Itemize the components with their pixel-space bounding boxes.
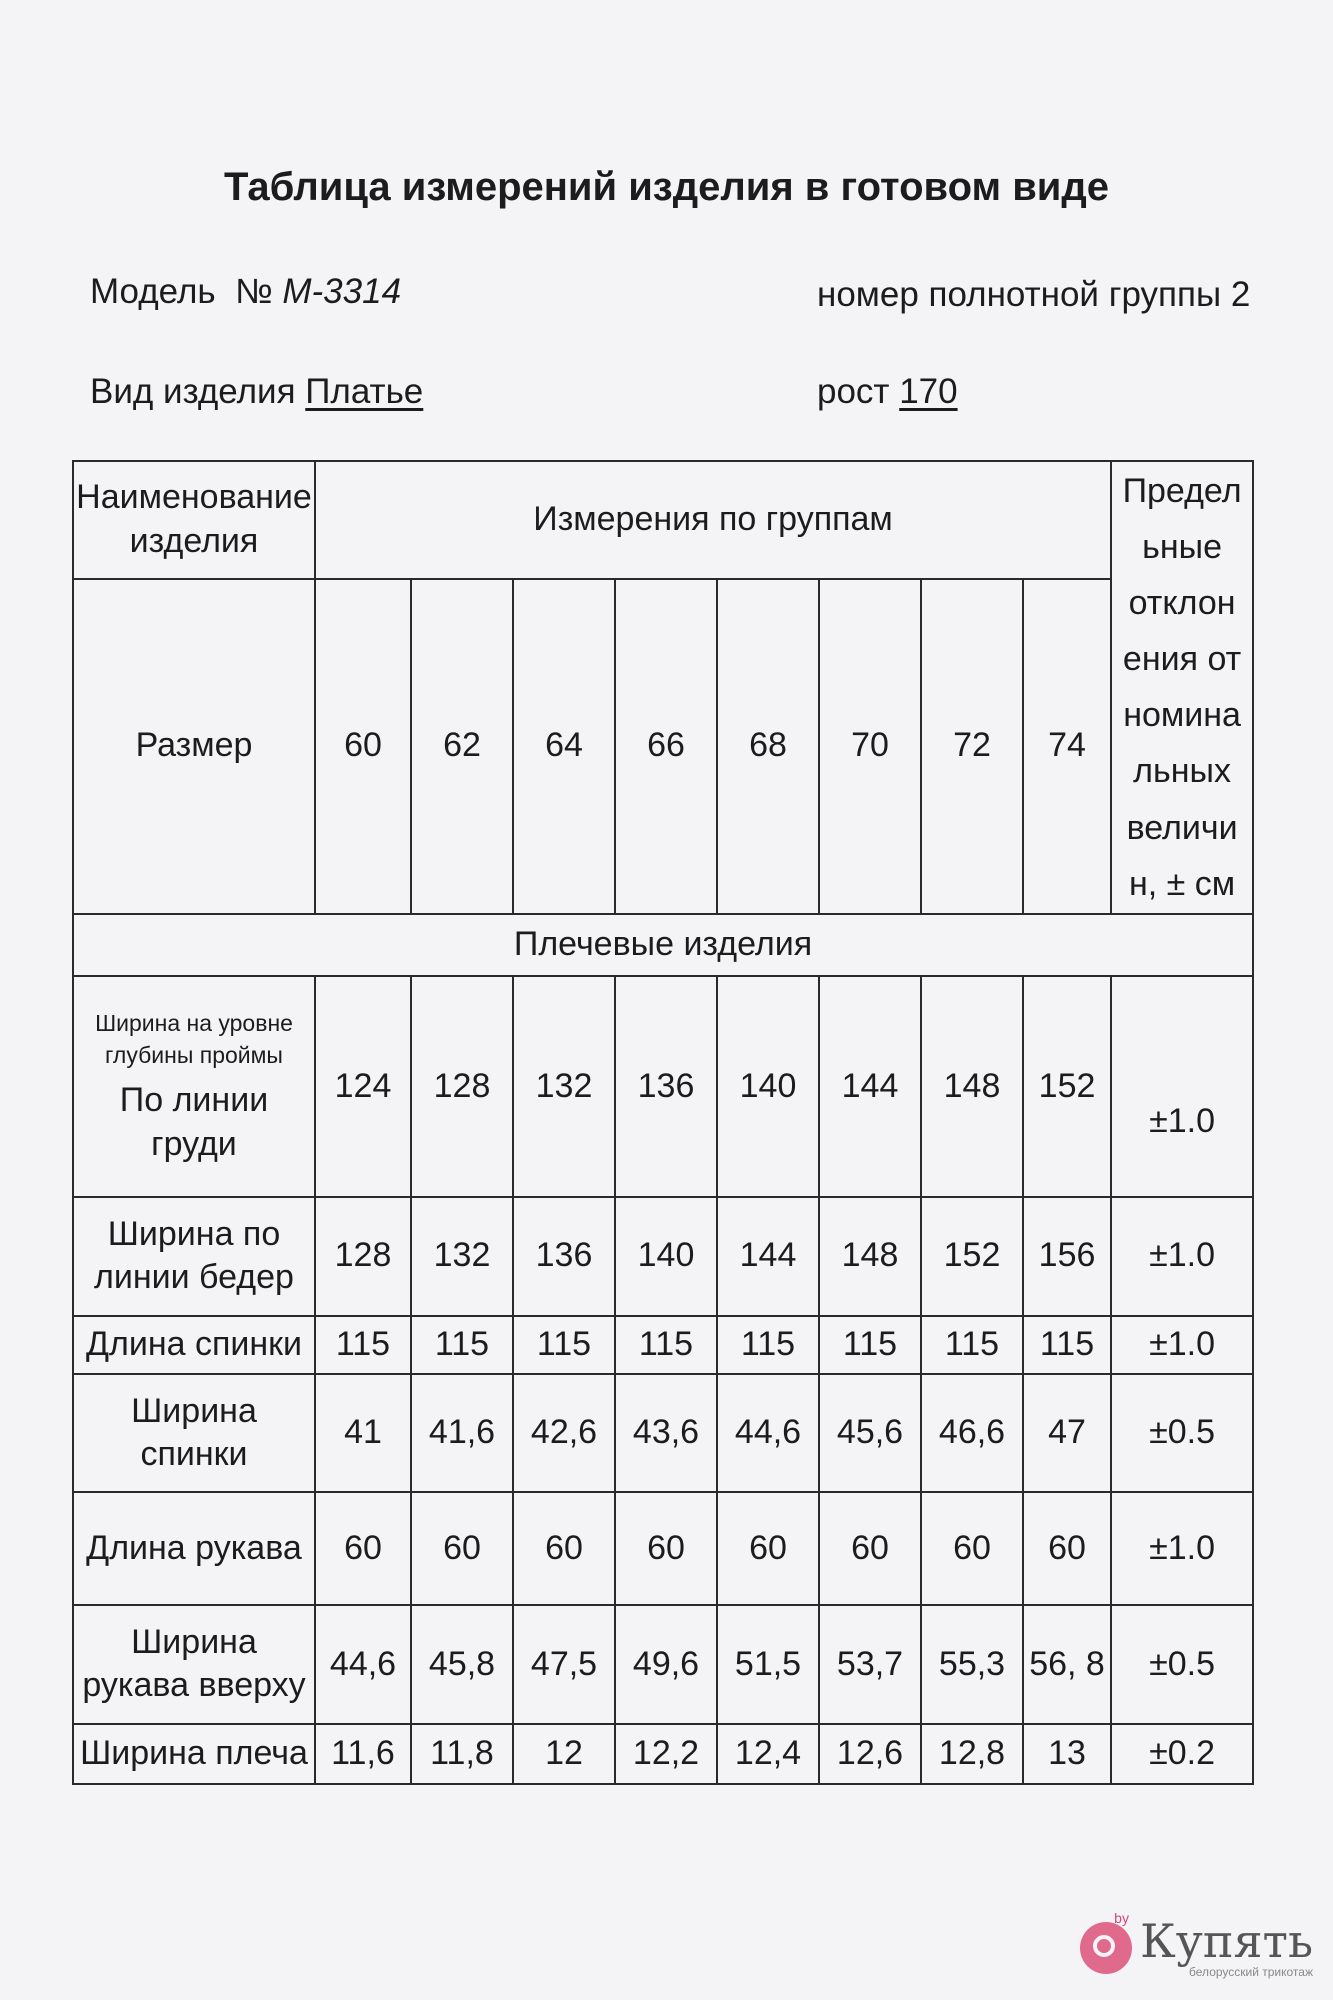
height-value: 170 [899,372,958,411]
value-cell: 11,6 [315,1724,411,1784]
product-label: Вид изделия [90,372,296,411]
chest-note: Ширина на уровне глубины проймы [95,1009,293,1068]
value-cell: 136 [615,976,717,1197]
chest-label: По линии груди [119,1081,269,1163]
size-cell: 72 [921,579,1023,914]
value-cell: 41 [315,1374,411,1493]
value-cell: 60 [411,1492,513,1605]
size-cell: 60 [315,579,411,914]
table-row [73,1605,1253,1724]
value-cell: 148 [921,976,1023,1197]
value-cell: 115 [819,1316,921,1374]
value-cell: 115 [615,1316,717,1374]
table-row [73,1316,1253,1374]
tolerance-cell: ±0.2 [1111,1724,1253,1784]
table-row [73,1724,1253,1784]
value-cell: 60 [513,1492,615,1605]
value-cell: 60 [1023,1492,1111,1605]
tolerance-cell: ±0.5 [1111,1605,1253,1724]
table-row [73,1492,1253,1605]
header-name: Наименование изделия [73,461,315,579]
value-cell: 60 [819,1492,921,1605]
group-line [817,275,1250,315]
value-cell: 43,6 [615,1374,717,1493]
header-tolerance: Предел ьные отклон ения от номина льных величи н, ± см [1111,461,1253,914]
section-title: Плечевые изделия [73,914,1253,976]
value-cell: 128 [411,976,513,1197]
value-cell: 11,8 [411,1724,513,1784]
value-cell: 41,6 [411,1374,513,1493]
value-cell: 12 [513,1724,615,1784]
size-cell: 64 [513,579,615,914]
group-number: 2 [1230,275,1251,314]
value-cell: 140 [615,1197,717,1316]
model-line [90,272,401,312]
value-cell: 12,6 [819,1724,921,1784]
value-cell: 56, 8 [1023,1605,1111,1724]
size-cell: 62 [411,579,513,914]
table-row [73,1197,1253,1316]
size-cell: 74 [1023,579,1111,914]
size-label: Размер [73,579,315,914]
value-cell: 115 [411,1316,513,1374]
row-label: Длина спинки [73,1316,315,1374]
brand-logo [1080,1910,1313,1979]
value-cell: 42,6 [513,1374,615,1493]
value-cell: 12,4 [717,1724,819,1784]
tolerance-cell: ±1.0 [1111,1316,1253,1374]
value-cell: 132 [513,976,615,1197]
value-cell: 47,5 [513,1605,615,1724]
logo-tagline: белорусский трикотаж [1189,1965,1313,1979]
value-cell: 46,6 [921,1374,1023,1493]
value-cell: 51,5 [717,1605,819,1724]
value-cell: 12,8 [921,1724,1023,1784]
value-cell: 140 [717,976,819,1197]
value-cell: 45,6 [819,1374,921,1493]
logo-icon: by [1080,1922,1132,1974]
height-label: рост [817,372,890,411]
value-cell: 53,7 [819,1605,921,1724]
value-cell: 55,3 [921,1605,1023,1724]
value-cell: 156 [1023,1197,1111,1316]
value-cell: 148 [819,1197,921,1316]
header-row [73,461,1253,579]
page-title: Таблица измерений изделия в готовом виде [223,165,1110,209]
header-groups: Измерения по группам [315,461,1111,579]
value-cell: 128 [315,1197,411,1316]
tolerance-cell: ±1.0 [1111,1197,1253,1316]
value-cell: 49,6 [615,1605,717,1724]
tolerance-cell: ±1.0 [1111,976,1253,1197]
height-line [817,372,958,412]
value-cell: 136 [513,1197,615,1316]
value-cell: 47 [1023,1374,1111,1493]
value-cell: 44,6 [717,1374,819,1493]
value-cell: 115 [1023,1316,1111,1374]
row-label [73,976,315,1197]
size-cell: 68 [717,579,819,914]
size-cell: 66 [615,579,717,914]
value-cell: 115 [513,1316,615,1374]
value-cell: 132 [411,1197,513,1316]
value-cell: 124 [315,976,411,1197]
section-row [73,914,1253,976]
value-cell: 144 [717,1197,819,1316]
value-cell: 60 [315,1492,411,1605]
value-cell: 12,2 [615,1724,717,1784]
value-cell: 115 [921,1316,1023,1374]
value-cell: 60 [717,1492,819,1605]
product-type: Платье [305,372,424,411]
tolerance-cell: ±0.5 [1111,1374,1253,1493]
model-number: М-3314 [282,272,402,311]
table-row [73,1374,1253,1493]
value-cell: 115 [315,1316,411,1374]
value-cell: 45,8 [411,1605,513,1724]
model-label: Модель № [90,272,273,311]
group-label: номер полнотной группы [817,275,1222,314]
row-label: Ширина спинки [73,1374,315,1493]
row-label: Ширина рукава вверху [73,1605,315,1724]
value-cell: 60 [615,1492,717,1605]
row-label: Ширина по линии бедер [73,1197,315,1316]
size-row [73,579,1253,914]
value-cell: 60 [921,1492,1023,1605]
measurement-table [72,460,1254,1785]
logo-name: Купять [1140,1914,1313,1968]
value-cell: 13 [1023,1724,1111,1784]
row-label: Длина рукава [73,1492,315,1605]
value-cell: 115 [717,1316,819,1374]
row-label: Ширина плеча [73,1724,315,1784]
value-cell: 144 [819,976,921,1197]
value-cell: 152 [921,1197,1023,1316]
product-line [90,372,423,412]
value-cell: 44,6 [315,1605,411,1724]
tolerance-cell: ±1.0 [1111,1492,1253,1605]
value-cell: 152 [1023,976,1111,1197]
size-cell: 70 [819,579,921,914]
table-row [73,976,1253,1197]
